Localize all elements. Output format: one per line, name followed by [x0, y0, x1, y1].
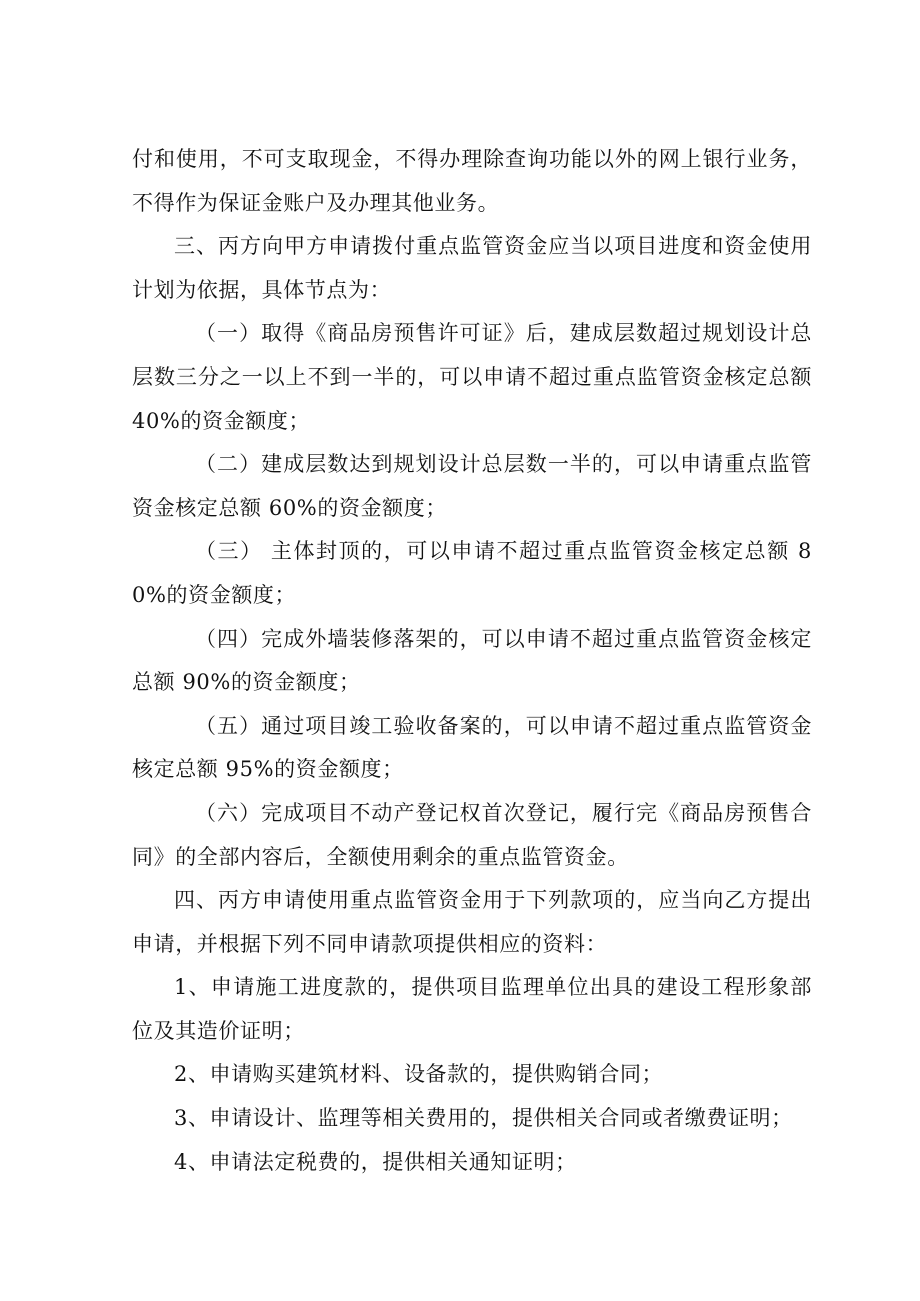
paragraph-item-3: （三） 主体封顶的，可以申请不超过重点监管资金核定总额 80%的资金额度； [132, 539, 812, 607]
paragraph-continuation: 付和使用，不可支取现金，不得办理除查询功能以外的网上银行业务，不得作为保证金账户及办理其他业务。 [132, 147, 812, 215]
paragraph-item-1: （一）取得《商品房预售许可证》后，建成层数超过规划设计总层数三分之一以上不到一半的，可以申请不超过重点监管资金核定总额40%的资金额度； [132, 321, 812, 433]
list-item-1: 1、申请施工进度款的，提供项目监理单位出具的建设工程形象部位及其造价证明； [132, 975, 812, 1043]
list-item-3: 3、申请设计、监理等相关费用的，提供相关合同或者缴费证明； [174, 1106, 793, 1131]
paragraph-item-6: （六）完成项目不动产登记权首次登记，履行完《商品房预售合同》的全部内容后，全额使用剩余的重点监管资金。 [132, 800, 812, 869]
list-item-2: 2、申请购买建筑材料、设备款的，提供购销合同； [174, 1062, 664, 1087]
paragraph-section-4: 四、丙方申请使用重点监管资金用于下列款项的，应当向乙方提出申请，并根据下列不同申请款项提供相应的资料： [132, 888, 812, 956]
paragraph-section-3: 三、丙方向甲方申请拨付重点监管资金应当以项目进度和资金使用计划为依据，具体节点为： [132, 234, 812, 302]
document-body [132, 138, 812, 1184]
paragraph-item-5: （五）通过项目竣工验收备案的，可以申请不超过重点监管资金核定总额 95%的资金额度； [132, 713, 812, 782]
paragraph-item-2: （二）建成层数达到规划设计总层数一半的，可以申请重点监管资金核定总额 60%的资金额度； [132, 452, 812, 520]
paragraph-item-4: （四）完成外墙装修落架的，可以申请不超过重点监管资金核定总额 90%的资金额度； [132, 626, 812, 695]
list-item-4: 4、申请法定税费的，提供相关通知证明； [174, 1149, 577, 1174]
